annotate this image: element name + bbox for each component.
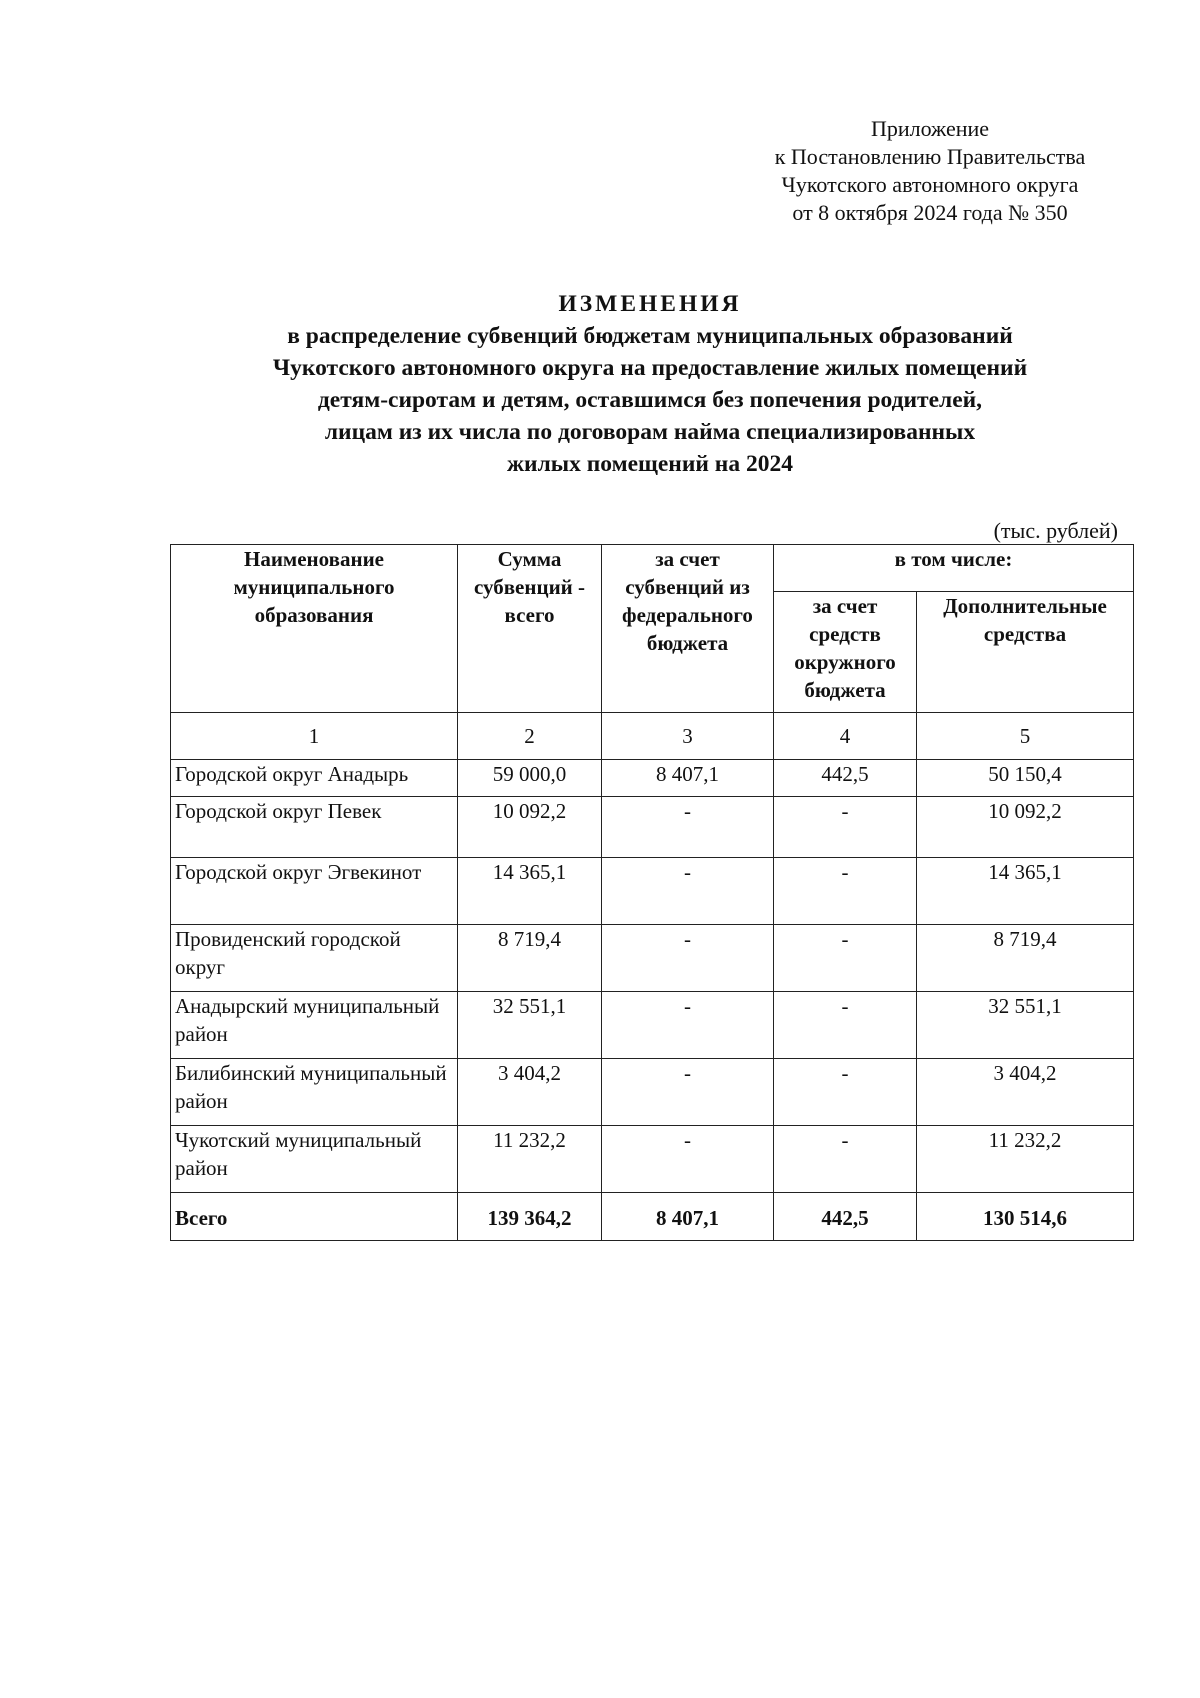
total-okrug: 442,5 [774, 1193, 917, 1241]
cell-total: 3 404,2 [458, 1059, 602, 1126]
cell-additional: 32 551,1 [917, 992, 1134, 1059]
header-total: Сумма субвенций - всего [458, 545, 602, 713]
column-number: 3 [602, 713, 774, 760]
title-line: детям-сиротам и детям, оставшимся без попечения родителей, [317, 387, 983, 413]
title-line: Чукотского автономного округа на предоставление жилых помещений [272, 355, 1028, 381]
appendix-line: к Постановлению Правительства [774, 144, 1086, 169]
cell-total: 32 551,1 [458, 992, 602, 1059]
column-number-row [171, 713, 1134, 760]
title-main: ИЗМЕНЕНИЯ [558, 291, 742, 317]
total-additional: 130 514,6 [917, 1193, 1134, 1241]
cell-additional: 50 150,4 [917, 760, 1134, 797]
cell-okrug: - [774, 797, 917, 858]
cell-okrug: - [774, 992, 917, 1059]
column-number: 4 [774, 713, 917, 760]
units-label: (тыс. рублей) [993, 518, 1118, 543]
subvention-table [170, 544, 1134, 1241]
cell-federal: - [602, 1126, 774, 1193]
total-row [171, 1193, 1134, 1241]
title-line: жилых помещений на 2024 [507, 451, 793, 477]
cell-name: Билибинский муниципальный район [171, 1059, 458, 1126]
cell-name: Чукотский муниципальный район [171, 1126, 458, 1193]
header-okrug: за счет средств окружного бюджета [774, 592, 917, 713]
column-number: 2 [458, 713, 602, 760]
table-row [171, 760, 1134, 797]
cell-total: 59 000,0 [458, 760, 602, 797]
cell-additional: 3 404,2 [917, 1059, 1134, 1126]
cell-additional: 10 092,2 [917, 797, 1134, 858]
cell-name: Провиденский городской округ [171, 925, 458, 992]
table-row [171, 992, 1134, 1059]
cell-additional: 8 719,4 [917, 925, 1134, 992]
appendix-line: Чукотского автономного округа [781, 172, 1079, 197]
cell-name: Городской округ Эгвекинот [171, 858, 458, 925]
title-line: в распределение субвенций бюджетам муниципальных образований [287, 323, 1013, 349]
total-sum: 139 364,2 [458, 1193, 602, 1241]
column-number: 5 [917, 713, 1134, 760]
cell-total: 11 232,2 [458, 1126, 602, 1193]
cell-okrug: 442,5 [774, 760, 917, 797]
appendix-line: от 8 октября 2024 года № 350 [792, 200, 1068, 225]
cell-additional: 14 365,1 [917, 858, 1134, 925]
header-additional: Дополнительные средства [917, 592, 1134, 713]
cell-okrug: - [774, 925, 917, 992]
header-including: в том числе: [774, 545, 1134, 592]
table-row [171, 1059, 1134, 1126]
table-row [171, 1126, 1134, 1193]
header-row [171, 545, 1134, 592]
cell-name: Городской округ Певек [171, 797, 458, 858]
appendix-block [745, 115, 1115, 227]
cell-okrug: - [774, 1059, 917, 1126]
header-name: Наименование муниципального образования [171, 545, 458, 713]
cell-okrug: - [774, 858, 917, 925]
cell-total: 14 365,1 [458, 858, 602, 925]
title-line: лицам из их числа по договорам найма специализированных [324, 419, 976, 445]
cell-federal: 8 407,1 [602, 760, 774, 797]
table-row [171, 858, 1134, 925]
cell-total: 10 092,2 [458, 797, 602, 858]
cell-federal: - [602, 1059, 774, 1126]
cell-federal: - [602, 858, 774, 925]
cell-federal: - [602, 992, 774, 1059]
cell-federal: - [602, 797, 774, 858]
cell-federal: - [602, 925, 774, 992]
table-row [171, 797, 1134, 858]
cell-name: Городской округ Анадырь [171, 760, 458, 797]
cell-total: 8 719,4 [458, 925, 602, 992]
header-federal: за счет субвенций из федерального бюджета [602, 545, 774, 713]
total-label: Всего [171, 1193, 458, 1241]
cell-name: Анадырский муниципальный район [171, 992, 458, 1059]
appendix-line: Приложение [870, 116, 990, 141]
document-title [160, 288, 1140, 480]
total-federal: 8 407,1 [602, 1193, 774, 1241]
title-subtitle [160, 320, 1140, 480]
table-row [171, 925, 1134, 992]
cell-okrug: - [774, 1126, 917, 1193]
column-number: 1 [171, 713, 458, 760]
cell-additional: 11 232,2 [917, 1126, 1134, 1193]
